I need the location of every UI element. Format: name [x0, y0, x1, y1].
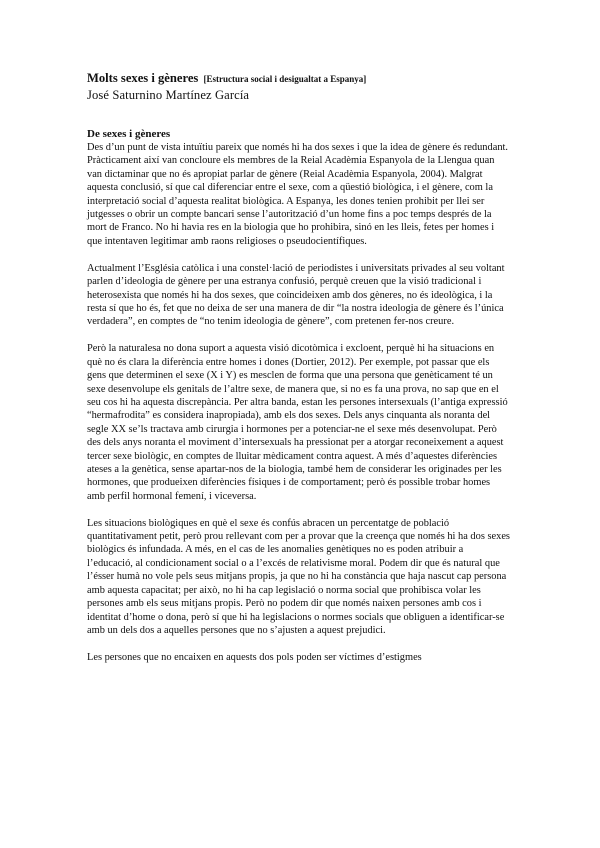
section-heading: De sexes i gèneres — [87, 128, 171, 140]
paragraph-1: Des d’un punt de vista intuïtiu pareix que només hi ha dos sexes i que la idea de gènere és redundant. Pràcticament així van concloure els membres de la Reial Acadèmia Espanyola de la Llengua quan van dictaminar que no és apropiat parlar de gènere (Reial Acadèmia Espanyola, 2004). Malgrat aquesta conclusió, sí que cal diferenciar entre el sexe, com a qüestió biològica, i el gènere, com la interpretació social d’aquesta realitat biològica. A Espanya, les dones tenien prohibit per llei ser jutgesses o obrir un compte bancari sense l’autorització d’un home fins a poc temps després de la mort de Franco. No hi havia res en la biologia que ho prohibira, sinó en les lleis, fetes per homes i que intentaven legitimar amb raons religioses o pseudocientífiques. — [87, 142, 508, 247]
document-author: José Saturnino Martínez García — [87, 88, 250, 102]
paragraph-2: Actualment l’Església catòlica i una constel·lació de periodistes i universitats privades al seu voltant parlen d’ideologia de gènere per una estranya confusió, perquè creuen que la visió tradicional i heterosexista que només hi ha dos sexes, que coincideixen amb dos gèneres, no és ideològica, i la resta sí que ho és, fet que no deixa de ser una manera de dir “la nostra ideologia de gènere és l’única verdadera”, en comptes de “no tenim ideologia de gènere”, com pretenen fer-nos creure. — [87, 262, 505, 328]
document-title-line — [87, 71, 510, 87]
document-title: Molts sexes i gèneres — [87, 71, 199, 85]
document-subtitle: [Estructura social i desigualtat a Espanya] — [203, 74, 367, 84]
paragraph-5: Les persones que no encaixen en aquests dos pols poden ser víctimes d’estigmes — [87, 651, 422, 663]
paragraph-4: Les situacions biològiques en què el sexe és confús abracen un percentatge de població quantitativament petit, però prou rellevant com per a provar que la creença que només hi ha dos sexes biològics és infundada. A més, en el cas de les anomalies genètiques no es poden atribuir a l’educació, al condicionament social o a l’excés de relativisme moral. Podem dir que és natural que l’ésser humà no vole pels seus mitjans propis, ja que no hi ha constància que haja nascut cap persona amb aquesta capacitat; per això, no hi ha cap legislació o norma social que prohibisca volar les persones amb els seus mitjans propis. Però no podem dir que només naixen persones amb cos i identitat d’home o dona, però sí que hi ha legislacions o normes socials que obliguen a identificar-se amb un dels dos a aquelles persones que no s’ajusten a aquest prejudici. — [87, 517, 510, 636]
paragraph-3: Però la naturalesa no dona suport a aquesta visió dicotòmica i excloent, perquè hi ha situacions en què no és clara la diferència entre homes i dones (Dortier, 2012). Per exemple, pot passar que els gens que determinen el sexe (X i Y) es mesclen de forma que una persona que genèticament té un sexe desenvolupe els genitals de l’altre sexe, de manera que, si no es fa una prova, no sap que en el seu cos hi ha aquesta discrepància. Per altra banda, estan les persones intersexuals (l’antiga expressió “hermafrodita” es considera inapropiada), amb els dos sexes. Dels anys cinquanta als noranta del segle XX se’ls tractava amb cirurgia i hormones per a potenciar-ne el sexe més desenvolupat. Però des dels anys noranta el moviment d’intersexuals ha pressionat per a atorgar reconeixement a aquest tercer sexe biològic, en comptes de lluitar mèdicament contra aquest. A més d’aquestes diferències ateses a la genètica, sense apartar-nos de la biologia, també hem de considerar les originades per les hormones, que produeixen diferències físiques i de comportament; però és possible trobar homes amb perfil hormonal femení, i viceversa. — [87, 343, 508, 502]
